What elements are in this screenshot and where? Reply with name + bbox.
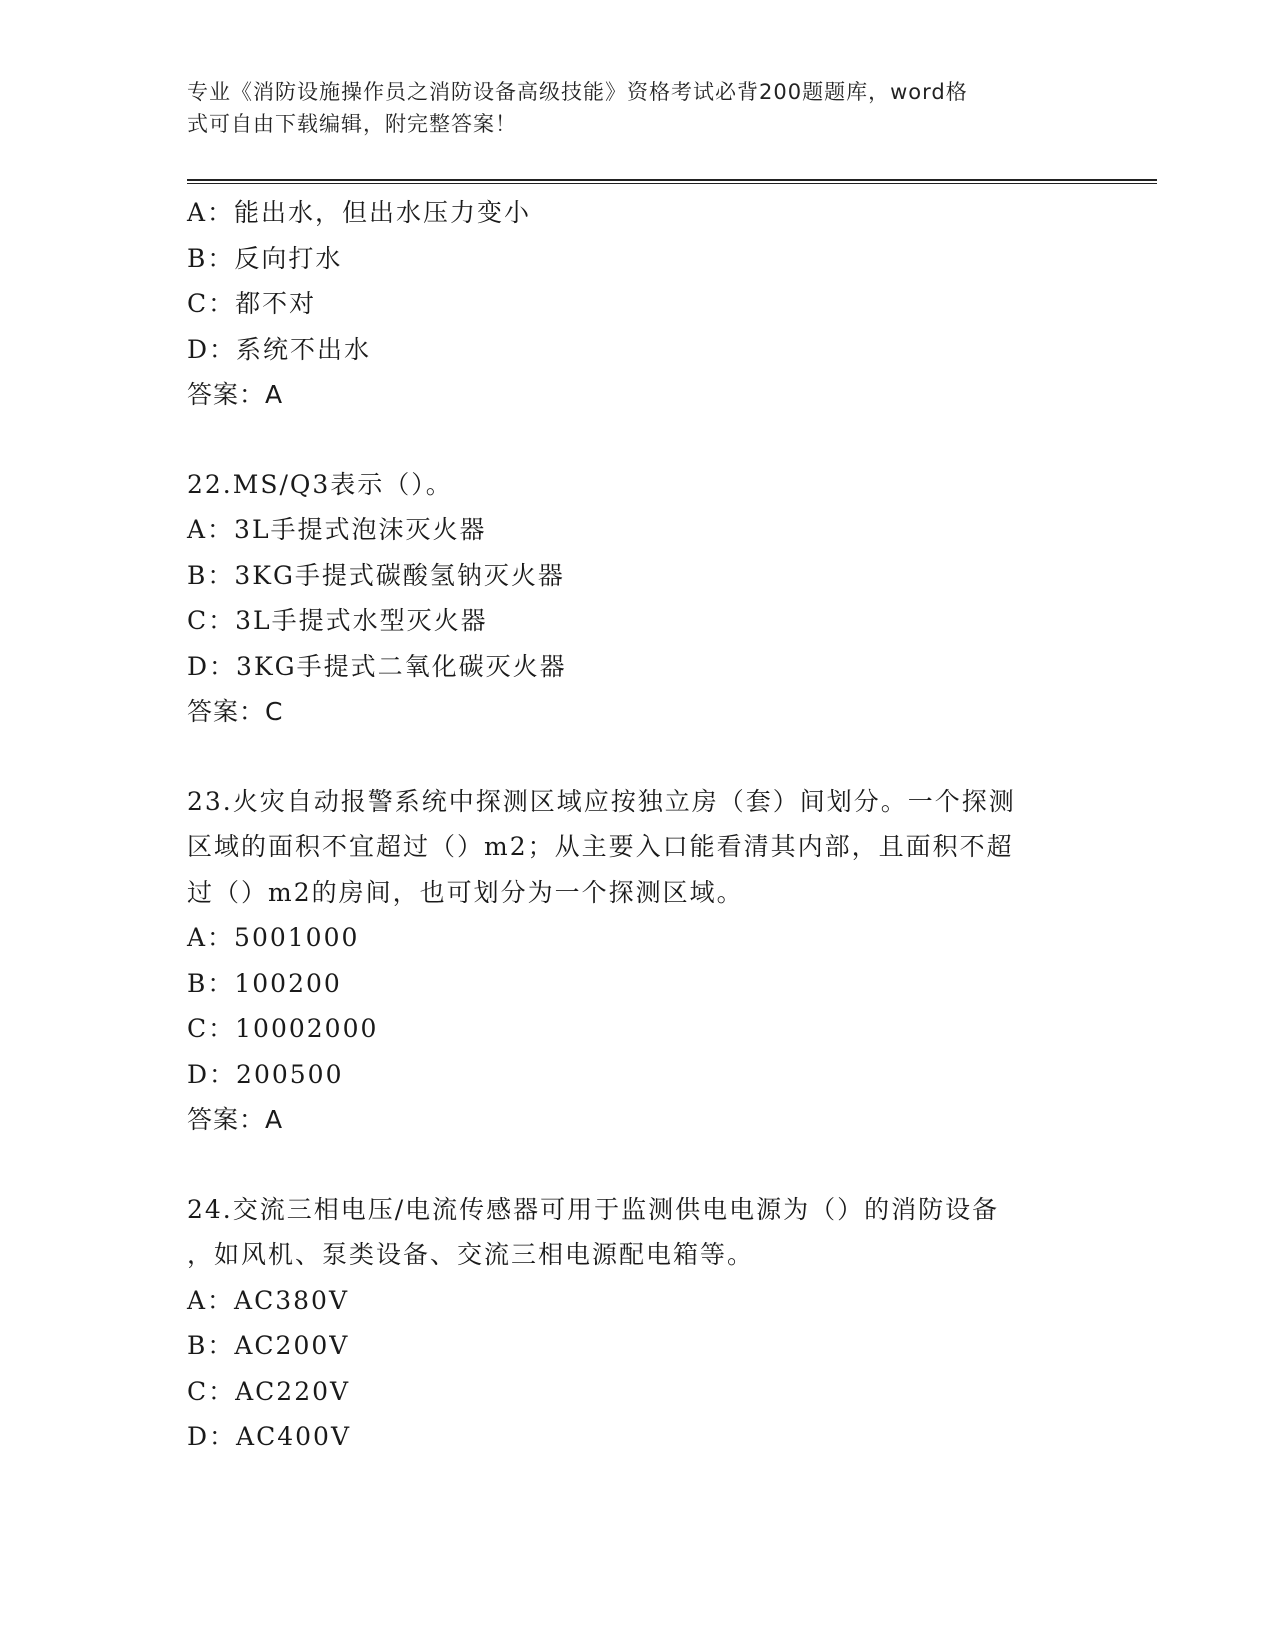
- option-b: B：反向打水: [187, 243, 343, 273]
- spacer: [187, 1143, 1087, 1187]
- question-text-line-1: 24.交流三相电压/电流传感器可用于监测供电电源为（）的消防设备: [187, 1194, 1000, 1224]
- option-c: C：3L手提式水型灭火器: [187, 606, 488, 635]
- question-22: [187, 462, 1087, 735]
- option-b: B：AC200V: [187, 1331, 350, 1360]
- answer-label: 答案：A: [187, 380, 284, 409]
- option-a: A：3L手提式泡沫灭火器: [187, 515, 487, 544]
- option-d: D：系统不出水: [187, 334, 372, 364]
- option-d: D：3KG手提式二氧化碳灭火器: [187, 651, 567, 681]
- question-text-line-2: 区域的面积不宜超过（）m2；从主要入口能看清其内部，且面积不超: [187, 832, 1014, 861]
- option-c: C：10002000: [187, 1014, 379, 1043]
- option-b: B：100200: [187, 968, 342, 998]
- header-divider: [187, 179, 1157, 184]
- option-a: A：5001000: [187, 923, 360, 952]
- question-text-line-2: ，如风机、泵类设备、交流三相电源配电箱等。: [187, 1240, 755, 1269]
- question-text: 22.MS/Q3表示（）。: [187, 469, 453, 499]
- option-c: C：AC220V: [187, 1376, 351, 1406]
- question-24: [187, 1187, 1087, 1460]
- question-text-line-1: 23.火灾自动报警系统中探测区域应按独立房（套）间划分。一个探测: [187, 786, 1016, 816]
- answer-label: 答案：C: [187, 697, 284, 726]
- header-line-2: 式可自由下载编辑，附完整答案！: [187, 112, 517, 136]
- spacer: [187, 418, 1087, 462]
- option-d: D：AC400V: [187, 1422, 351, 1451]
- option-a: A：能出水，但出水压力变小: [187, 198, 532, 227]
- question-23: [187, 779, 1087, 1143]
- option-d: D：200500: [187, 1059, 344, 1089]
- question-list: [187, 190, 1087, 1460]
- question-text-line-3: 过（）m2的房间，也可划分为一个探测区域。: [187, 877, 744, 907]
- question-21: [187, 190, 1087, 418]
- option-c: C：都不对: [187, 289, 317, 318]
- header-line-1: 专业《消防设施操作员之消防设备高级技能》资格考试必背200题题库，word格: [187, 80, 968, 104]
- option-a: A：AC380V: [187, 1285, 350, 1315]
- spacer: [187, 735, 1087, 779]
- option-b: B：3KG手提式碳酸氢钠灭火器: [187, 560, 565, 590]
- document-header: [187, 76, 1067, 140]
- answer-label: 答案：A: [187, 1105, 284, 1134]
